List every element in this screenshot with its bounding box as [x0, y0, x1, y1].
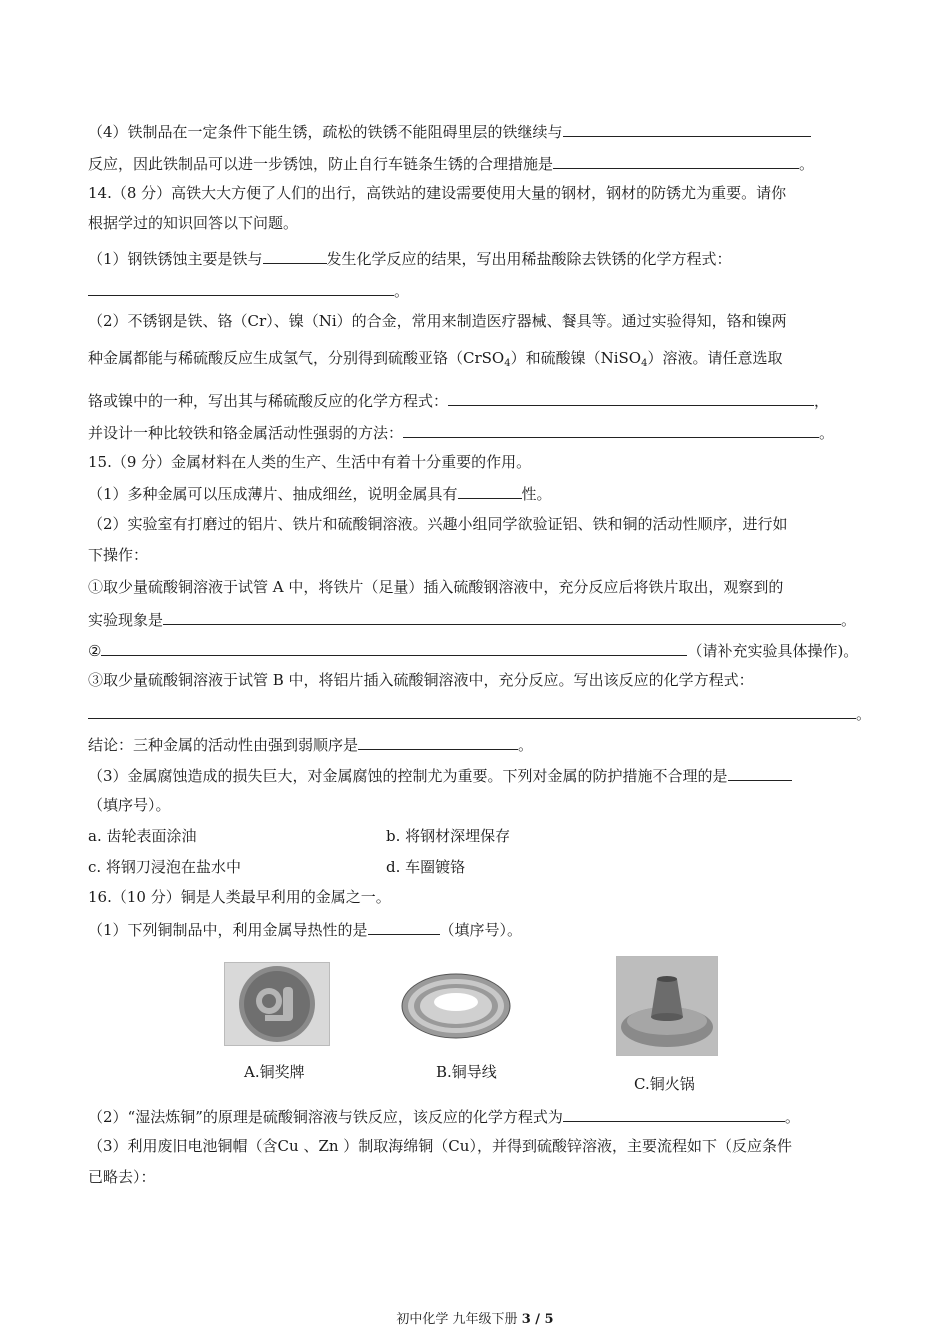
- answer-blank[interactable]: [88, 702, 856, 719]
- q15-option-d[interactable]: d. 车圈镀铬: [386, 858, 466, 876]
- q13-p4-line1: （4）铁制品在一定条件下能生锈，疏松的铁锈不能阻碍里层的铁继续与: [88, 120, 811, 142]
- q14-p2-line2: 种金属都能与稀硫酸反应生成氢气，分别得到硫酸亚铬（CrSO$_4$）和硫酸镍（NiSO$_4$）溶液。请任意选取: [88, 349, 783, 369]
- q16-p1: （1）下列铜制品中，利用金属导热性的是 （填序号）。: [88, 918, 522, 940]
- q15-step2: ② （请补充实验具体操作)。: [88, 639, 858, 661]
- q15-p3-line1: （3）金属腐蚀造成的损失巨大，对金属腐蚀的控制尤为重要。下列对金属的防护措施不合理的是: [88, 764, 792, 786]
- q15-step3: ③取少量硫酸铜溶液于试管 B 中，将铝片插入硫酸铜溶液中，充分反应。写出该反应的化学方程式：: [88, 671, 754, 689]
- answer-blank[interactable]: [88, 279, 394, 296]
- q15-p1: （1）多种金属可以压成薄片、抽成细丝，说明金属具有 性。: [88, 482, 552, 504]
- answer-blank[interactable]: [358, 733, 518, 750]
- answer-blank[interactable]: [368, 918, 440, 935]
- q16-p3-line1: （3）利用废旧电池铜帽（含Cu 、Zn ）制取海绵铜（Cu），并得到硫酸锌溶液，主要流程如下（反应条件: [88, 1137, 792, 1155]
- answer-blank[interactable]: [403, 421, 819, 438]
- q14-p1-line2: 。: [88, 279, 409, 301]
- answer-blank[interactable]: [458, 482, 522, 499]
- copper-wire-coil-image: [400, 966, 512, 1046]
- answer-blank[interactable]: [101, 639, 687, 656]
- copper-hotpot-image: [616, 956, 718, 1056]
- q15-stem: 15.（9 分）金属材料在人类的生产、生活中有着十分重要的作用。: [88, 453, 532, 471]
- answer-blank[interactable]: [563, 1105, 785, 1122]
- q14-stem-line2: 根据学过的知识回答以下问题。: [88, 214, 299, 232]
- answer-blank[interactable]: [448, 389, 814, 406]
- q15-option-c[interactable]: c. 将钢刀浸泡在盐水中: [88, 858, 241, 876]
- q14-p2-line1: （2）不锈钢是铁、铬（Cr）、镍（Ni）的合金，常用来制造医疗器械、餐具等。通过实验得知，铬和镍两: [88, 312, 787, 330]
- q14-p2-line4: 并设计一种比较铁和铬金属活动性强弱的方法： 。: [88, 421, 834, 443]
- q15-step1-line2: 实验现象是 。: [88, 608, 856, 630]
- q16-stem: 16.（10 分）铜是人类最早利用的金属之一。: [88, 888, 391, 906]
- q15-p3-line2: （填序号）。: [88, 796, 171, 814]
- q15-option-b[interactable]: b. 将钢材深埋保存: [386, 827, 511, 845]
- answer-blank[interactable]: [163, 608, 841, 625]
- answer-blank[interactable]: [563, 120, 811, 137]
- q14-p2-line3: 铬或镍中的一种，写出其与稀硫酸反应的化学方程式： ，: [88, 389, 829, 411]
- q16-p2: （2）“湿法炼铜”的原理是硫酸铜溶液与铁反应，该反应的化学方程式为 。: [88, 1105, 800, 1127]
- q14-stem-line1: 14.（8 分）高铁大大方便了人们的出行，高铁站的建设需要使用大量的钢材，钢材的防锈尤为重要。请你: [88, 184, 787, 202]
- q15-p2-line2: 下操作：: [88, 546, 149, 564]
- q15-option-a[interactable]: a. 齿轮表面涂油: [88, 827, 197, 845]
- q15-step1-line1: ①取少量硫酸铜溶液于试管 A 中，将铁片（足量）插入硫酸钢溶液中，充分反应后将铁片取出，观察到的: [88, 578, 784, 596]
- q14-p1-line1: （1）钢铁锈蚀主要是铁与 发生化学反应的结果，写出用稀盐酸除去铁锈的化学方程式：: [88, 247, 732, 269]
- page-number: 3 / 5: [521, 1312, 554, 1327]
- page-footer: 初中化学 九年级下册 3 / 5: [396, 1312, 554, 1327]
- caption-b: B.铜导线: [436, 1063, 497, 1081]
- q13-p4-line2: 反应，因此铁制品可以进一步锈蚀，防止自行车链条生锈的合理措施是 。: [88, 152, 814, 174]
- q16-p3-line2: 已略去）：: [88, 1168, 156, 1186]
- answer-blank[interactable]: [553, 152, 799, 169]
- q15-conclusion: 结论：三种金属的活动性由强到弱顺序是 。: [88, 733, 533, 755]
- copper-medal-image: [224, 962, 330, 1046]
- q15-step3-answer: 。: [88, 702, 871, 724]
- answer-blank[interactable]: [263, 247, 327, 264]
- q15-p2-line1: （2）实验室有打磨过的铝片、铁片和硫酸铜溶液。兴趣小组同学欲验证铝、铁和铜的活动性顺序，进行如: [88, 515, 788, 533]
- caption-c: C.铜火锅: [634, 1075, 695, 1093]
- answer-blank[interactable]: [728, 764, 792, 781]
- caption-a: A.铜奖牌: [244, 1063, 305, 1081]
